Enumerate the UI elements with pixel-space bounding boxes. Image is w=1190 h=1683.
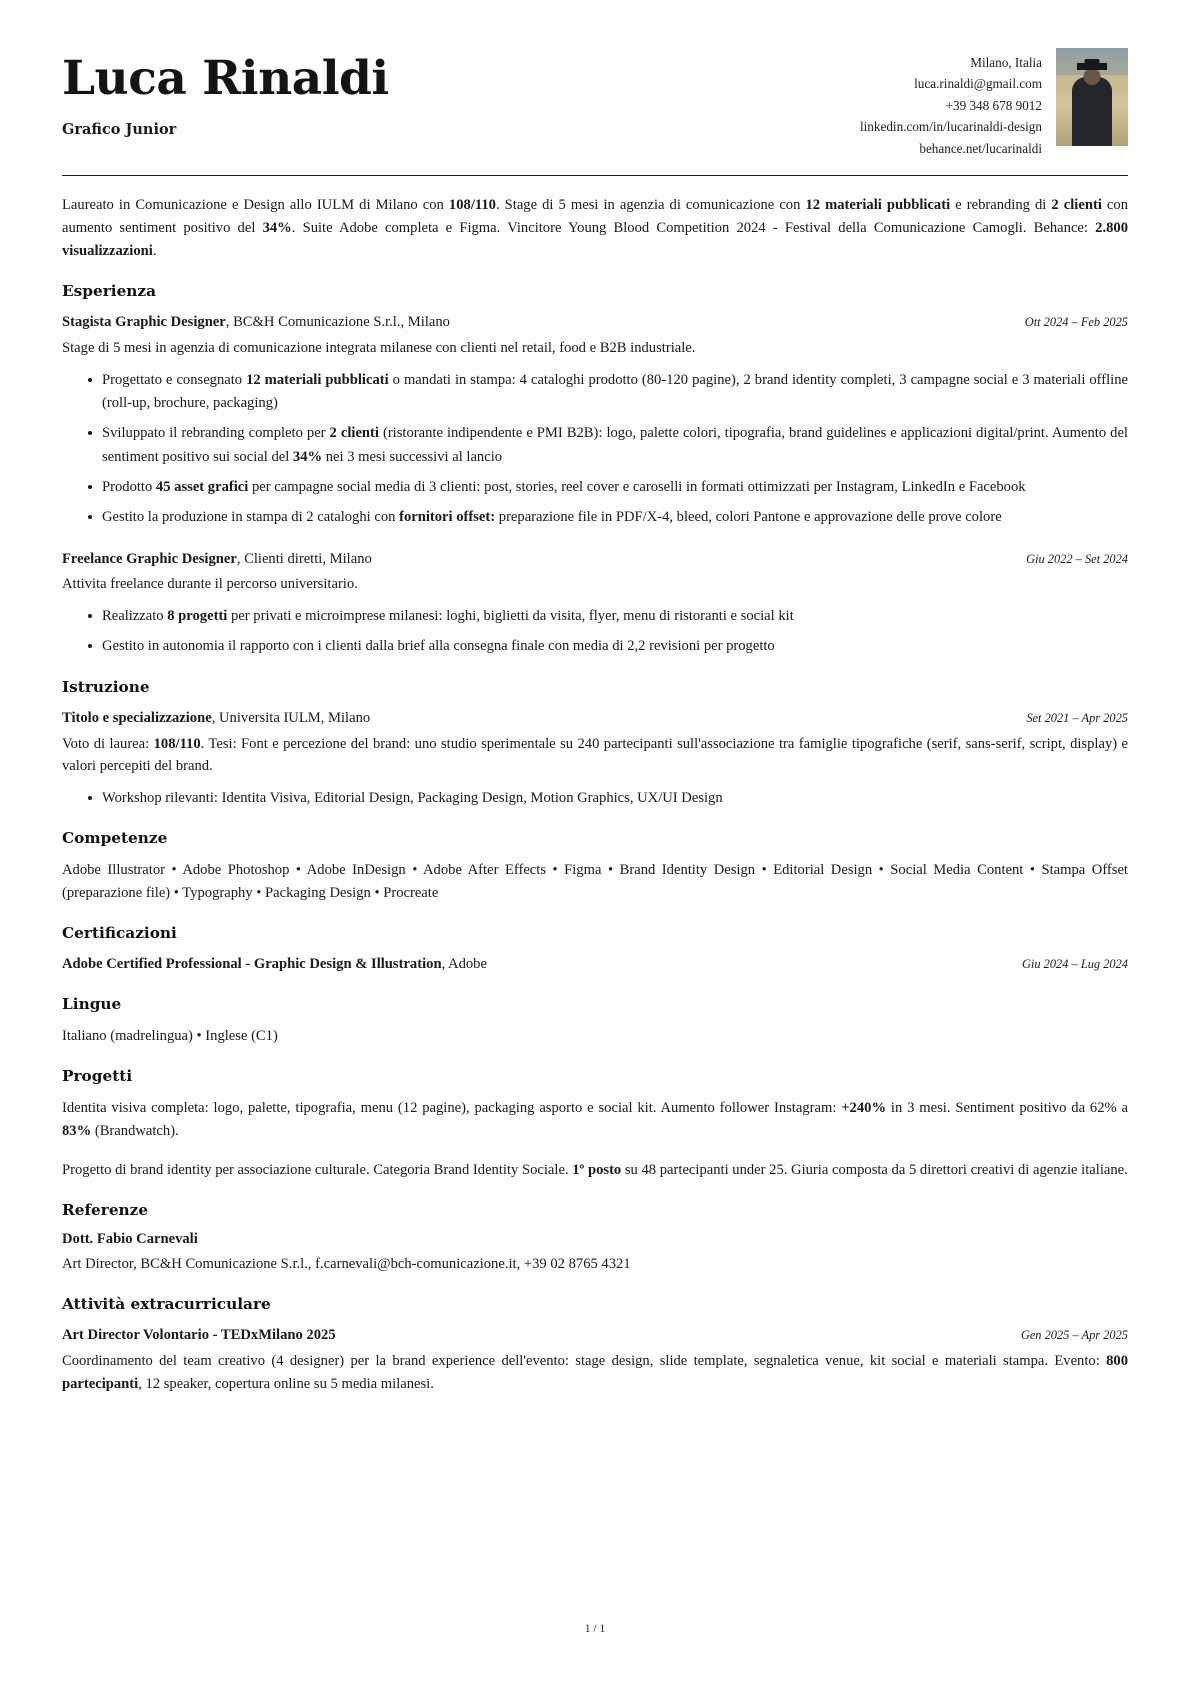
job-headline: Grafico Junior — [62, 121, 177, 139]
reference-detail: Art Director, BC&H Comunicazione S.r.l., f.carnevali@bch-comunicazione.it, +39 02 8765 4321 — [62, 1256, 631, 1273]
education-entry — [62, 708, 1128, 810]
entry-date: Set 2021 – Apr 2025 — [1026, 710, 1128, 725]
photo-person — [1072, 77, 1112, 146]
entry-header — [62, 1325, 1128, 1347]
contact-phone[interactable]: +39 348 678 9012 — [945, 97, 1042, 113]
project-paragraph: Identita visiva completa: logo, palette, tipografia, menu (12 pagine), packaging asporto e social kit. Aumento follower Instagram: +240% in 3 mesi. Sentiment positivo da 62% a 83% (Brandwatch). — [62, 1100, 1128, 1140]
entry-header — [62, 312, 1128, 334]
section-title-projects: Progetti — [62, 1067, 133, 1086]
experience-entry — [62, 549, 1128, 659]
section-certifications — [62, 924, 1128, 976]
entry-date: Ott 2024 – Feb 2025 — [1024, 315, 1128, 330]
contact-location: Milano, Italia — [970, 55, 1042, 70]
section-references — [62, 1201, 1128, 1276]
section-languages — [62, 995, 1128, 1048]
list-item: Realizzato 8 progetti per privati e microimprese milanesi: loghi, biglietti da visita, flyer, menu di ristoranti e social kit — [88, 605, 1128, 628]
section-title-extracurricular: Attività extracurriculare — [62, 1295, 271, 1314]
entry-date: Gen 2025 – Apr 2025 — [1020, 1328, 1128, 1343]
graduation-cap-top-icon — [1085, 59, 1100, 65]
entry-title — [62, 549, 372, 571]
list-item: Progettato e consegnato 12 materiali pubblicati o mandati in stampa: 4 cataloghi prodotto (80-120 pagine), 2 brand identity completi, 3 campagne social e 3 materiali offline (roll-up, brochure, packaging) — [88, 369, 1128, 416]
entry-description: Voto di laurea: 108/110. Tesi: Font e percezione del brand: uno studio sperimentale su 240 partecipanti sull'associazione tra famiglie tipografiche (serif, sans-serif, script, display) e valori percepiti del brand. — [62, 735, 1128, 775]
section-title-certifications: Certificazioni — [62, 924, 177, 943]
section-title-skills: Competenze — [62, 829, 168, 848]
section-title-education: Istruzione — [62, 677, 150, 696]
languages-text: Italiano (madrelingua) • Inglese (C1) — [62, 1028, 278, 1045]
entry-degree: Titolo e specializzazione — [62, 709, 212, 726]
header-divider — [62, 175, 1128, 176]
certification-issuer: , Adobe — [441, 956, 487, 973]
certification-entry — [62, 954, 1128, 976]
entry-company: , BC&H Comunicazione S.r.l., Milano — [225, 314, 450, 331]
reference-entry — [62, 1231, 1128, 1276]
entry-title — [62, 312, 450, 334]
entry-title — [62, 954, 487, 976]
entry-role: Art Director Volontario - TEDxMilano 2025 — [62, 1327, 336, 1344]
entry-header — [62, 954, 1128, 976]
entry-school: , Universita IULM, Milano — [211, 709, 371, 726]
entry-role: Stagista Graphic Designer — [62, 314, 226, 331]
entry-bullet-list — [62, 787, 1128, 810]
section-title-references: Referenze — [62, 1201, 149, 1220]
page-title: Luca Rinaldi — [62, 51, 389, 106]
entry-date: Giu 2022 – Set 2024 — [1026, 551, 1128, 566]
section-projects — [62, 1067, 1128, 1182]
page-footer: 1 / 1 — [584, 1623, 606, 1635]
contact-details — [860, 48, 1042, 159]
project-paragraph: Progetto di brand identity per associazione culturale. Categoria Brand Identity Sociale. 1º posto su 48 partecipanti under 25. Giuria composta da 5 direttori creativi di agenzie italiane. — [62, 1162, 1128, 1179]
entry-role: Freelance Graphic Designer — [62, 550, 237, 567]
section-title-languages: Lingue — [62, 995, 122, 1014]
extracurricular-entry — [62, 1325, 1128, 1395]
section-title-experience: Esperienza — [62, 282, 157, 301]
section-extracurricular — [62, 1295, 1128, 1395]
resume-header — [62, 40, 1128, 159]
list-item: Gestito la produzione in stampa di 2 cataloghi con fornitori offset: preparazione file in PDF/X-4, bleed, colori Pantone e approvazione delle prove colore — [88, 506, 1128, 529]
entry-title — [62, 1325, 336, 1347]
entry-company: , Clienti diretti, Milano — [236, 550, 372, 567]
entry-description: Coordinamento del team creativo (4 designer) per la brand experience dell'evento: stage design, slide template, segnaletica venue, kit social e materiali stampa. Evento: 800 partecipanti, 12 speaker, copertura online su 5 media milanesi. — [62, 1353, 1128, 1392]
contact-email[interactable]: luca.rinaldi@gmail.com — [914, 76, 1042, 92]
entry-bullet-list — [62, 605, 1128, 659]
list-item: Workshop rilevanti: Identita Visiva, Editorial Design, Packaging Design, Motion Graphics, UX/UI Design — [88, 787, 1128, 810]
entry-header — [62, 549, 1128, 571]
entry-description: Attivita freelance durante il percorso universitario. — [62, 576, 358, 593]
header-identity — [62, 48, 389, 138]
list-item: Prodotto 45 asset grafici per campagne social media di 3 clienti: post, stories, reel cover e caroselli in formati ottimizzati per Instagram, LinkedIn e Facebook — [88, 476, 1128, 499]
summary-paragraph: Laureato in Comunicazione e Design allo IULM di Milano con 108/110. Stage di 5 mesi in agenzia di comunicazione con 12 materiali pubblicati e rebranding di 2 clienti con aumento sentiment positivo del 34%. Suite Adobe completa e Figma. Vincitore Young Blood Competition 2024 - Festival della Comunicazione Camogli. Behance: 2.800 visualizzazioni. — [62, 196, 1129, 259]
skills-text: Adobe Illustrator • Adobe Photoshop • Adobe InDesign • Adobe After Effects • Figma • Brand Identity Design • Editorial Design • Social Media Content • Stampa Offset (preparazione file) • Typography • Packaging Design • Procreate — [62, 862, 1128, 902]
avatar — [1056, 48, 1128, 146]
list-item: Sviluppato il rebranding completo per 2 clienti (ristorante indipendente e PMI B2B): logo, palette colori, tipografia, brand guidelines e applicazioni digital/print. Aumento del sentiment positivo sui social del 34% nei 3 mesi successivi al lancio — [88, 422, 1128, 469]
certification-name: Adobe Certified Professional - Graphic Design & Illustration — [62, 956, 442, 973]
contact-linkedin[interactable]: linkedin.com/in/lucarinaldi-design — [859, 119, 1042, 135]
entry-description: Stage di 5 mesi in agenzia di comunicazione integrata milanese con clienti nel retail, food e B2B industriale. — [62, 339, 696, 356]
section-experience — [62, 282, 1128, 659]
entry-header — [62, 708, 1128, 730]
reference-name: Dott. Fabio Carnevali — [62, 1231, 198, 1248]
entry-date: Giu 2024 – Lug 2024 — [1021, 957, 1128, 972]
section-skills — [62, 829, 1128, 905]
entry-title — [62, 708, 370, 730]
photo-head — [1084, 68, 1101, 85]
header-contact-block — [860, 48, 1128, 159]
experience-entry — [62, 312, 1128, 530]
list-item: Gestito in autonomia il rapporto con i clienti dalla brief alla consegna finale con media di 2,2 revisioni per progetto — [88, 635, 1128, 658]
section-education — [62, 678, 1128, 810]
entry-bullet-list — [62, 369, 1128, 530]
contact-behance[interactable]: behance.net/lucarinaldi — [919, 140, 1042, 156]
